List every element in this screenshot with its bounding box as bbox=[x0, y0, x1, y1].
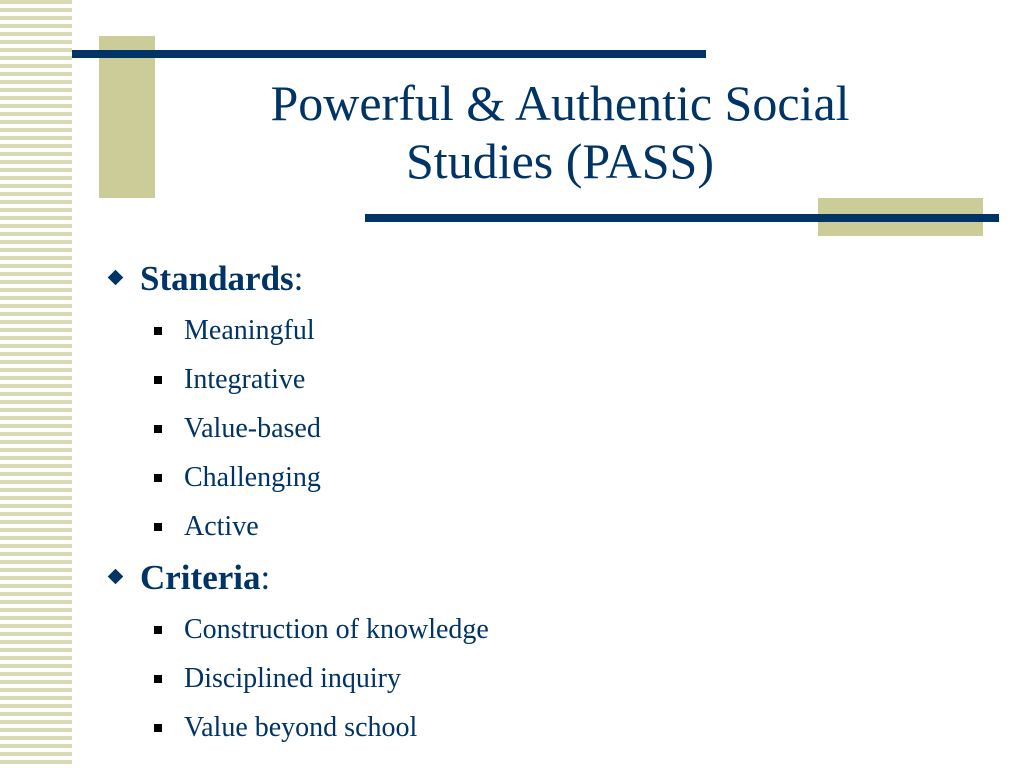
list-item-label: Value-based bbox=[184, 413, 321, 444]
list-item bbox=[106, 306, 966, 355]
list-item bbox=[106, 355, 966, 404]
left-stripe-pattern bbox=[0, 0, 72, 768]
list-item-label: Meaningful bbox=[184, 315, 315, 346]
list-item-label: Active bbox=[184, 511, 259, 542]
section-criteria bbox=[106, 551, 966, 605]
list-item-label: Disciplined inquiry bbox=[184, 663, 401, 694]
section-heading-suffix: : bbox=[260, 558, 271, 597]
bottom-rule bbox=[365, 214, 999, 222]
bullet-list bbox=[106, 252, 966, 752]
list-item bbox=[106, 703, 966, 752]
square-icon bbox=[154, 626, 162, 634]
top-accent-block bbox=[99, 36, 155, 198]
list-item-label: Integrative bbox=[184, 364, 306, 395]
list-item bbox=[106, 605, 966, 654]
diamond-icon bbox=[108, 270, 124, 286]
list-item bbox=[106, 453, 966, 502]
list-item-label: Challenging bbox=[184, 462, 321, 493]
square-icon bbox=[154, 425, 162, 433]
square-icon bbox=[154, 523, 162, 531]
list-item bbox=[106, 654, 966, 703]
list-item-label: Construction of knowledge bbox=[184, 614, 489, 645]
top-rule bbox=[72, 50, 706, 58]
square-icon bbox=[154, 675, 162, 683]
square-icon bbox=[154, 474, 162, 482]
slide-title-line-2: Studies (PASS) bbox=[406, 133, 714, 189]
section-heading: Standards bbox=[140, 259, 294, 298]
section-heading: Criteria bbox=[140, 558, 261, 597]
slide-title-line-1: Powerful & Authentic Social bbox=[270, 75, 850, 131]
diamond-icon bbox=[108, 569, 124, 585]
list-item bbox=[106, 502, 966, 551]
section-standards bbox=[106, 252, 966, 306]
square-icon bbox=[154, 724, 162, 732]
square-icon bbox=[154, 376, 162, 384]
list-item-label: Value beyond school bbox=[184, 712, 418, 743]
slide-title bbox=[180, 74, 940, 190]
section-heading-suffix: : bbox=[293, 259, 304, 298]
square-icon bbox=[154, 327, 162, 335]
list-item bbox=[106, 404, 966, 453]
